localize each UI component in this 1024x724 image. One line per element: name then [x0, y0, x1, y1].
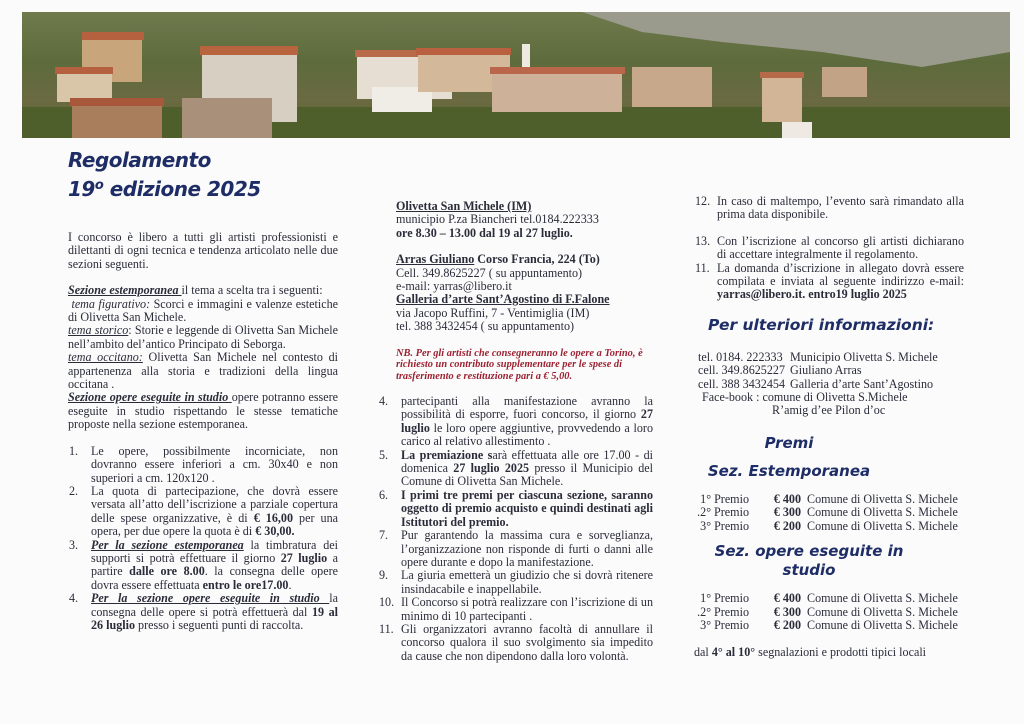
prize-amount: € 300	[773, 604, 801, 619]
contact-row	[698, 351, 964, 364]
text-run: La domanda d’iscrizione in allegato dovrà essere compilata e inviata al seguente indirizzo e-mail:	[717, 260, 964, 289]
prize-sponsor: Comune di Olivetta S. Michele	[807, 591, 958, 606]
text-run: le loro opere aggiuntive, provvedendo a loro carico al relativo allestimento .	[401, 420, 653, 449]
collection-point-address: via Jacopo Ruffini, 7 - Ventimiglia (IM)	[396, 305, 590, 320]
text-run: segnalazioni e prodotti tipici locali	[755, 645, 927, 660]
text-run: arà effettuata alle ore 17.00 - di domenica	[401, 447, 653, 476]
rule-item	[378, 395, 653, 449]
tema-occitano	[68, 351, 338, 391]
prize-row	[694, 493, 964, 506]
rule-number: 4.	[379, 394, 389, 409]
text-run: Per la sezione estemporanea	[91, 537, 244, 552]
contact-name: Municipio Olivetta S. Michele	[790, 349, 938, 364]
collection-point-address: Corso Francia, 224 (To)	[474, 252, 600, 267]
text-run: presso i seguenti punti di raccolta.	[135, 617, 304, 632]
text-run: partecipanti alla manifestazione avranno la possibilità di esporre, fuori concorso, il giorno	[401, 394, 653, 422]
section-estemporanea-label: Sezione estemporanea	[68, 283, 182, 298]
text-run: Gli organizzatori avranno facoltà di annullare il concorso qualora il suo svolgimento sia impedito da cause che non dipendono dalla loro volontà.	[401, 621, 653, 663]
collection-point-arras	[378, 253, 653, 293]
prize-row	[694, 619, 964, 632]
village-illustration	[22, 12, 1010, 138]
title-line-1: Regolamento	[68, 148, 211, 172]
facebook-line: Face-book : comune di Olivetta S.Michele	[702, 390, 908, 405]
collection-point-name: Arras Giuliano	[396, 252, 475, 267]
contacts-list	[694, 351, 964, 418]
prize-amount: € 300	[773, 505, 801, 520]
prize-amount: € 400	[773, 491, 801, 506]
text-run: per una opera, per due opere la quota è di	[91, 510, 339, 539]
section-estemporanea	[68, 284, 338, 297]
facebook-page-name: R’amig d’ee Pilon d’oc	[772, 403, 886, 418]
text-run: Le opere, possibilmente incorniciate, non dovranno essere inferiori a cm. 30x40 e non superiori a cm. 120x120 .	[91, 443, 338, 485]
prize-sponsor: Comune di Olivetta S. Michele	[807, 491, 958, 506]
text-run: La quota di partecipazione, che dovrà essere versata all’atto dell’iscrizione a parziale copertura delle spese organizzative, è di	[91, 483, 338, 525]
rule-item	[68, 445, 338, 485]
prize-place: 3° Premio	[700, 617, 749, 632]
prize-sponsor: Comune di Olivetta S. Michele	[807, 505, 958, 520]
prize-sponsor: Comune di Olivetta S. Michele	[807, 617, 958, 632]
contact-phone: cell. 349.8625227	[698, 363, 785, 378]
rule-number: 5.	[379, 447, 389, 462]
rule-item	[694, 195, 964, 222]
rule-number: 9.	[379, 568, 389, 583]
column-right	[694, 195, 964, 660]
column-left	[68, 147, 338, 632]
prize-place: .2° Premio	[697, 604, 749, 619]
text-run: 27 luglio	[401, 407, 653, 435]
contact-row	[698, 364, 964, 377]
prize-place: 3° Premio	[700, 518, 749, 533]
section-studio-text: opere potranno essere eseguite in studio rispettando le stesse tematiche proposte nella sezione estemporanea.	[68, 390, 339, 432]
text-run: La premiazione s	[401, 447, 493, 462]
text-run: yarras@libero.it. entro19 luglio 2025	[717, 287, 907, 302]
rule-number: 4.	[69, 591, 79, 606]
prize-row	[694, 606, 964, 619]
text-run: € 16,00	[253, 510, 293, 525]
text-run: dalle ore 8.00	[129, 564, 205, 579]
title-edition-year: edizione 2025	[103, 177, 261, 201]
intro-paragraph: I concorso è libero a tutti gli artisti professionisti e dilettanti di ogni tecnica e tendenza articolato nelle due sezioni seguenti.	[68, 230, 338, 271]
text-run: entro le ore17.00	[202, 577, 289, 592]
column-middle	[378, 200, 653, 663]
rule-number: 10.	[379, 595, 395, 610]
section-studio-label: Sezione opere eseguite in studio	[68, 390, 232, 405]
tema-figurativo	[68, 298, 338, 325]
text-run: dal	[694, 645, 712, 660]
rule-number: 2.	[69, 483, 79, 498]
prize-section-title: Sez. Estemporanea	[707, 461, 871, 480]
text-run: In caso di maltempo, l’evento sarà rimandato alla prima data disponibile.	[717, 194, 964, 222]
rule-item	[378, 596, 653, 623]
rule-number: 1.	[69, 443, 79, 458]
contact-row	[698, 378, 964, 391]
rule-item	[378, 489, 653, 529]
prize-amount: € 200	[773, 518, 801, 533]
mountain-shape	[582, 12, 1010, 67]
title-degree: o	[94, 178, 104, 193]
text-run: Con l’iscrizione al concorso gli artisti dichiarano di accettare integralmente il regolamento.	[717, 233, 964, 262]
prizes-heading: Premi	[764, 433, 814, 452]
section-estemporanea-text: il tema a scelta tra i seguenti:	[181, 283, 323, 298]
prize-amount: € 400	[773, 591, 801, 606]
text-run: Per la sezione opere eseguite in studio	[91, 591, 330, 606]
rule-item	[378, 623, 653, 663]
rule-number: 3.	[69, 537, 79, 552]
collection-point-line: municipio P.za Biancheri tel.0184.222333	[396, 212, 599, 227]
rule-item	[68, 485, 338, 539]
prize-place: 1° Premio	[700, 591, 749, 606]
title-edition-number: 19	[68, 177, 95, 201]
prize-place: 1° Premio	[700, 491, 749, 506]
text-run: a partire	[91, 550, 338, 579]
info-heading: Per ulteriori informazioni:	[708, 315, 935, 334]
collection-point-name: Galleria d’arte Sant’Agostino di F.Falone	[396, 292, 610, 307]
text-run: la timbratura dei supporti si potrà effettuare il giorno	[91, 537, 338, 565]
rule-number: 7.	[379, 528, 389, 543]
prize-amount: € 200	[773, 617, 801, 632]
collection-point-galleria	[378, 293, 653, 333]
prize-table-estemporanea	[694, 493, 964, 533]
text-run: 27 luglio	[280, 550, 328, 565]
tema-occitano-label: tema occitano:	[68, 350, 143, 365]
text-run: € 30,00.	[255, 524, 295, 539]
rule-item	[378, 569, 653, 596]
text-run: .	[288, 577, 292, 592]
rule-item	[694, 235, 964, 262]
rule-number: 6.	[379, 487, 389, 502]
collection-point-hours: ore 8.30 – 13.00 dal 19 al 27 luglio.	[396, 225, 573, 240]
nb-note: NB. Per gli artisti che consegneranno le opere a Torino, è richiesto un contributo supplementare per le spese di trasferimento e restituzione pari a € 5,00.	[396, 347, 643, 383]
tema-storico-text: : Storie e leggende di Olivetta San Michele nell’ambito del’antico Principato di Seborga.	[68, 323, 338, 351]
collection-point-olivetta	[378, 200, 653, 240]
rule-item	[378, 449, 653, 489]
text-run: Il Concorso si potrà realizzare con l’iscrizione di un minimo di 10 partecipanti .	[401, 595, 653, 623]
prize-sponsor: Comune di Olivetta S. Michele	[807, 604, 958, 619]
prize-sponsor: Comune di Olivetta S. Michele	[807, 518, 958, 533]
prize-table-studio	[694, 592, 964, 632]
text-run: 19 al 26 luglio	[91, 604, 338, 632]
page-title	[68, 147, 338, 202]
text-run: Pur garantendo la massima cura e sorveglianza, l’organizzazione non risponde di furti o danni alle opere durante e dopo la manifestazione.	[401, 528, 653, 569]
tema-storico-label: tema storico	[68, 323, 129, 338]
contact-name: Giuliano Arras	[790, 363, 862, 378]
rule-item	[68, 592, 338, 632]
tema-figurativo-label: tema figurativo:	[71, 296, 151, 311]
tema-figurativo-text: Scorci e immagini e valenze estetiche di Olivetta San Michele.	[68, 296, 339, 325]
contact-name: Galleria d’arte Sant’Agostino	[790, 376, 934, 391]
rule-number: 11.	[695, 260, 710, 275]
rules-list-middle	[378, 395, 653, 663]
text-run: 4° al 10°	[711, 645, 756, 660]
tema-occitano-text: Olivetta San Michele nel contesto di appartenenza alla storia e tradizioni della lingua occitana .	[68, 350, 338, 392]
contact-phone: tel. 0184. 222333	[698, 349, 783, 364]
text-run: I primi tre premi per ciascuna sezione, saranno oggetto di premio acquisto e quindi destinati agli Istitutori del premio.	[401, 487, 653, 529]
prize-row	[694, 506, 964, 519]
contact-phone: cell. 388 3432454	[698, 376, 785, 391]
text-run: presso il Municipio del Comune di Olivetta San Michele.	[401, 461, 653, 489]
rule-item	[694, 262, 964, 302]
prize-row	[694, 592, 964, 605]
prize-place: .2° Premio	[697, 505, 749, 520]
text-run: la consegna delle opere si potrà effettuerà dal	[91, 591, 338, 619]
header-village-photo	[22, 12, 1010, 138]
rule-number: 12.	[695, 194, 711, 208]
text-run: . la consegna delle opere dovra essere effettuata	[91, 564, 338, 592]
rule-item	[378, 529, 653, 569]
text-run: 27 luglio 2025	[453, 461, 530, 476]
rules-list-right	[694, 195, 964, 302]
prize-row	[694, 520, 964, 533]
collection-point-name: Olivetta San Michele (IM)	[396, 199, 532, 213]
rule-number: 11.	[379, 621, 394, 636]
prize-section-title: Sez. opere eseguite in studio	[714, 542, 904, 580]
sections-description	[68, 284, 338, 431]
prizes-footer	[694, 646, 964, 659]
collection-point-phone: tel. 388 3432454 ( su appuntamento)	[396, 319, 575, 334]
section-studio	[68, 391, 338, 431]
collection-point-email[interactable]: e-mail: yarras@libero.it	[396, 279, 512, 294]
rules-list-left	[68, 445, 338, 633]
text-run: La giuria emetterà un giudizio che si dovrà ritenere insindacabile e inappellabile.	[401, 568, 653, 596]
rule-number: 13.	[695, 233, 711, 248]
tema-storico	[68, 324, 338, 351]
collection-point-phone: Cell. 349.8625227 ( su appuntamento)	[396, 265, 583, 280]
rule-item	[68, 539, 338, 593]
